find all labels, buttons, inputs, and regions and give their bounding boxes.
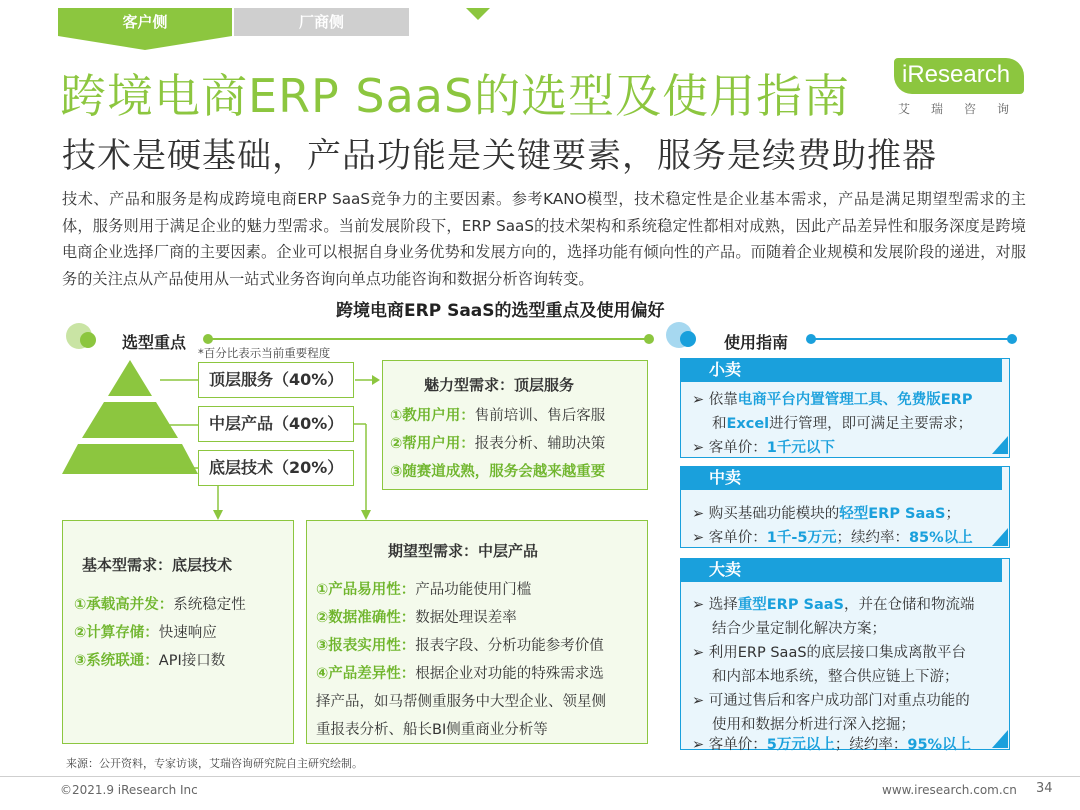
- diagram-title: 跨境电商ERP SaaS的选型重点及使用偏好: [336, 301, 665, 321]
- percent-note: *百分比表示当前重要程度: [198, 346, 331, 360]
- page-subtitle: 技术是硬基础，产品功能是关键要素，服务是续费助推器: [62, 136, 937, 176]
- basic-item-1: ①承载高并发：系统稳定性: [74, 597, 246, 613]
- divider-dot-icon: [806, 334, 816, 344]
- expect-item-4-cont-1: 择产品，如马帮侧重服务中大型企业、领星侧: [316, 694, 606, 710]
- connector-right-down: [350, 386, 380, 526]
- divider-dot-icon: [644, 334, 654, 344]
- basic-item-3: ③系统联通：API接口数: [74, 653, 226, 669]
- tab-end-triangle: [466, 8, 490, 20]
- guide-small-line-3: ➢ 客单价：1千元以下: [692, 440, 835, 456]
- slash-decor-icon: [988, 432, 1008, 454]
- circle-icon-inner: [80, 332, 96, 348]
- section-label-selection: 选型重点: [122, 333, 187, 352]
- divider: [208, 338, 648, 340]
- expect-item-4-cont-2: 重报表分析、船长BI侧重商业分析等: [316, 722, 548, 738]
- guide-mid-line-1: ➢ 购买基础功能模块的轻型ERP SaaS；: [692, 506, 960, 522]
- footer-copyright: ©2021.9 iResearch Inc: [60, 783, 198, 797]
- charm-item-1: ①教用户用：售前培训、售后客服: [390, 408, 606, 424]
- tier-bottom-tech: 底层技术（20%）: [198, 450, 354, 486]
- section-label-guide: 使用指南: [724, 333, 789, 352]
- tab-customer[interactable]: 客户侧: [58, 8, 232, 36]
- expect-item-4: ④产品差异性：根据企业对功能的特殊需求选: [316, 666, 604, 682]
- charm-needs-title: 魅力型需求：顶层服务: [424, 376, 575, 394]
- circle-icon-inner: [680, 331, 696, 347]
- footer-divider: [0, 776, 1080, 777]
- guide-big-line-5: ➢ 可通过售后和客户成功部门对重点功能的: [692, 693, 970, 709]
- guide-big-line-7: ➢ 客单价：5万元以上；续约率：95%以上: [692, 737, 972, 753]
- charm-item-3: ③随赛道成熟，服务会越来越重要: [390, 464, 606, 480]
- iresearch-logo: [894, 58, 1031, 120]
- basic-item-2: ②计算存储：快速响应: [74, 625, 217, 641]
- guide-big-tag: 大卖: [680, 558, 770, 582]
- footer-url[interactable]: www.iresearch.com.cn: [882, 783, 1017, 797]
- guide-big-line-3: ➢ 利用ERP SaaS的底层接口集成离散平台: [692, 645, 967, 661]
- guide-big-line-4: 和内部本地系统，整合供应链上下游；: [712, 669, 959, 685]
- page-number: 34: [1036, 781, 1053, 796]
- guide-small-tag: 小卖: [680, 358, 770, 382]
- logo-cn: 艾瑞咨询: [898, 102, 1031, 116]
- slash-decor-icon: [988, 524, 1008, 546]
- divider: [810, 338, 1012, 340]
- guide-big-line-6: 使用和数据分析进行深入挖掘；: [712, 717, 915, 733]
- basic-needs-title: 基本型需求：底层技术: [82, 556, 233, 574]
- slash-decor-icon: [988, 726, 1008, 748]
- charm-item-2: ②帮用户用：报表分析、辅助决策: [390, 436, 606, 452]
- guide-mid-tag: 中卖: [680, 466, 770, 490]
- guide-big-line-2: 结合少量定制化解决方案；: [712, 621, 886, 637]
- divider-dot-icon: [203, 334, 213, 344]
- logo-text: iResearch: [902, 61, 1011, 88]
- guide-mid-line-2: ➢ 客单价：1千-5万元；续约率：85%以上: [692, 530, 973, 546]
- guide-small-line-2: 和Excel进行管理，即可满足主要需求；: [712, 416, 973, 432]
- guide-big-line-1: ➢ 选择重型ERP SaaS，并在仓储和物流端: [692, 597, 975, 613]
- tier-mid-product: 中层产品（40%）: [198, 406, 354, 442]
- page-title: 跨境电商ERP SaaS的选型及使用指南: [60, 69, 851, 123]
- tab-vendor[interactable]: 厂商侧: [234, 8, 409, 36]
- intro-paragraph: 技术、产品和服务是构成跨境电商ERP SaaS竞争力的主要因素。参考KANO模型，技术稳定性是企业基本需求，产品是满足期望型需求的主体，服务则用于满足企业的魅力型需求。当前发展阶段下，ERP SaaS的技术架构和系统稳定性都相对成熟，因此产品差异性和服务深度是跨境电商企业选择厂商的主要因素。企业可以根据自身业务优势和发展方向的，选择功能有倾向性的产品。而随着企业规模和发展阶段的递进，对服务的关注点从产品使用从一站式业务咨询向单点功能咨询和数据分析咨询转变。: [62, 190, 1026, 288]
- source-note: 来源：公开资料，专家访谈，艾瑞咨询研究院自主研究绘制。: [66, 757, 363, 770]
- side-tabs: [58, 8, 488, 36]
- tier-top-service: 顶层服务（40%）: [198, 362, 354, 398]
- expect-item-3: ③报表实用性：报表字段、分析功能参考价值: [316, 638, 604, 654]
- tab-active-pointer: [58, 36, 232, 50]
- guide-small-line-1: ➢ 依靠电商平台内置管理工具、免费版ERP: [692, 392, 973, 408]
- expect-item-1: ①产品易用性：产品功能使用门槛: [316, 582, 532, 598]
- expect-needs-title: 期望型需求：中层产品: [388, 542, 539, 560]
- expect-item-2: ②数据准确性：数据处理误差率: [316, 610, 517, 626]
- divider-dot-icon: [1007, 334, 1017, 344]
